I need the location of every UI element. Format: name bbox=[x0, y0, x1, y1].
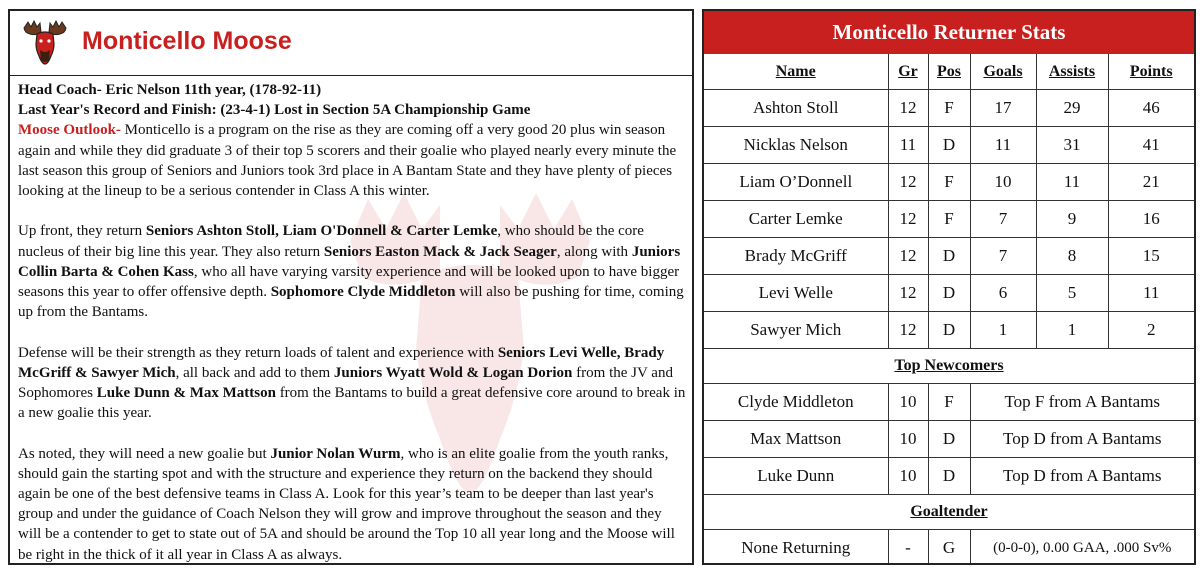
grade: 10 bbox=[888, 384, 928, 421]
position: D bbox=[928, 312, 970, 349]
highlighted-names: Seniors Levi Welle, Brady McGriff & Sawyer Mich bbox=[18, 344, 665, 381]
col-points: Points bbox=[1108, 54, 1194, 90]
col-goals: Goals bbox=[970, 54, 1036, 90]
player-name: Luke Dunn bbox=[704, 458, 888, 495]
assists: 9 bbox=[1036, 201, 1108, 238]
player-name: Brady McGriff bbox=[704, 238, 888, 275]
goals: 10 bbox=[970, 164, 1036, 201]
record-line: Last Year's Record and Finish: (23-4-1) Lost in Section 5A Championship Game bbox=[18, 102, 531, 119]
returner-row bbox=[704, 90, 1194, 127]
highlighted-names: Seniors Ashton Stoll, Liam O'Donnell & Carter Lemke bbox=[145, 223, 498, 240]
goalie-stats: (0-0-0), 0.00 GAA, .000 Sv% bbox=[970, 530, 1194, 566]
goaltender-row bbox=[704, 530, 1194, 566]
points: 16 bbox=[1108, 201, 1194, 238]
position: D bbox=[928, 275, 970, 312]
paragraph-text: , along with bbox=[556, 243, 632, 260]
grade: 12 bbox=[888, 312, 928, 349]
assists: 8 bbox=[1036, 238, 1108, 275]
highlighted-names: Luke Dunn & Max Mattson bbox=[96, 385, 276, 402]
newcomer-note: Top F from A Bantams bbox=[970, 384, 1194, 421]
position: D bbox=[928, 238, 970, 275]
position: F bbox=[928, 384, 970, 421]
newcomer-row bbox=[704, 458, 1194, 495]
paragraph-text: , who is an elite goalie from the youth ranks, should gain the starting spot and with the structure and experience they return on the backend they should again be one of the best defensive teams in Class A. Look for this year’s team to be deeper than last year's group and under the guidance of Coach Nelson they will grow and improve throughout the season and they will be a contender to get to state out of 5A and should be around the Top 10 all year long and the Moose will be right in the thick of it all year in Class A as always. bbox=[18, 445, 675, 563]
moose-logo-icon bbox=[20, 20, 70, 66]
position: D bbox=[928, 127, 970, 164]
stats-title: Monticello Returner Stats bbox=[704, 11, 1194, 54]
position: G bbox=[928, 530, 970, 566]
grade: - bbox=[888, 530, 928, 566]
position: D bbox=[928, 421, 970, 458]
outlook-text: Monticello is a program on the rise as they are coming off a very good 20 plus win season again and while they did graduate 3 of their top 5 scorers and their goalie who played nearly every minute the last season this group of Seniors and Juniors took 3rd place in A Bantam State and they have plenty of pieces looking at the lineup to be a serious contender in Class A this winter. bbox=[18, 122, 677, 200]
grade: 10 bbox=[888, 458, 928, 495]
grade: 11 bbox=[888, 127, 928, 164]
stats-table bbox=[704, 54, 1194, 565]
goalie-paragraph bbox=[18, 444, 686, 565]
assists: 5 bbox=[1036, 275, 1108, 312]
position: D bbox=[928, 458, 970, 495]
grade: 12 bbox=[888, 164, 928, 201]
preview-intro bbox=[18, 80, 686, 201]
paragraph-text: from the Bantams to build a great defensive core around to break in a new goalie this year. bbox=[18, 385, 686, 422]
coach-line: Head Coach- Eric Nelson 11th year, (178-92-11) bbox=[18, 82, 322, 98]
grade: 12 bbox=[888, 90, 928, 127]
newcomer-row bbox=[704, 384, 1194, 421]
forwards-paragraph bbox=[18, 221, 686, 322]
paragraph-text: , who all have varying varsity experience and will be looked upon to have bigger seasons this year to offer offensive depth. bbox=[18, 263, 680, 301]
team-preview-panel bbox=[8, 9, 694, 565]
paragraph-text: As noted, they will need a new goalie but bbox=[18, 445, 271, 462]
highlighted-names: Junior Nolan Wurm bbox=[270, 445, 401, 462]
col-assists: Assists bbox=[1036, 54, 1108, 90]
grade: 12 bbox=[888, 201, 928, 238]
paragraph-text: from the JV and Sophomores bbox=[18, 364, 673, 402]
preview-header bbox=[10, 11, 692, 76]
points: 2 bbox=[1108, 312, 1194, 349]
goals: 11 bbox=[970, 127, 1036, 164]
points: 46 bbox=[1108, 90, 1194, 127]
goals: 6 bbox=[970, 275, 1036, 312]
highlighted-names: Sophomore Clyde Middleton bbox=[270, 284, 456, 301]
grade: 10 bbox=[888, 421, 928, 458]
goals: 7 bbox=[970, 201, 1036, 238]
points: 21 bbox=[1108, 164, 1194, 201]
col-position: Pos bbox=[928, 54, 970, 90]
returner-row bbox=[704, 127, 1194, 164]
col-grade: Gr bbox=[888, 54, 928, 90]
assists: 31 bbox=[1036, 127, 1108, 164]
newcomers-section-label-row bbox=[704, 349, 1194, 384]
outlook-label: Moose Outlook- bbox=[18, 122, 121, 139]
returner-row bbox=[704, 238, 1194, 275]
paragraph-text: , who should be the core nucleus of their big line this year. They also return bbox=[18, 223, 644, 260]
assists: 1 bbox=[1036, 312, 1108, 349]
player-name: None Returning bbox=[704, 530, 888, 566]
returner-row bbox=[704, 312, 1194, 349]
paragraph-text: will also be pushing for time, coming up from the Bantams. bbox=[18, 284, 684, 321]
stats-header-row bbox=[704, 54, 1194, 90]
assists: 11 bbox=[1036, 164, 1108, 201]
team-name: Monticello Moose bbox=[82, 27, 292, 55]
points: 15 bbox=[1108, 238, 1194, 275]
defense-paragraph bbox=[18, 343, 686, 424]
newcomer-row bbox=[704, 421, 1194, 458]
col-name: Name bbox=[704, 54, 888, 90]
highlighted-names: Juniors Collin Barta & Cohen Kass bbox=[18, 243, 681, 280]
returner-stats-panel bbox=[702, 9, 1196, 565]
goaltender-section-label: Goaltender bbox=[704, 495, 1194, 530]
paragraph-text: Up front, they return bbox=[18, 223, 146, 240]
goals: 17 bbox=[970, 90, 1036, 127]
newcomer-note: Top D from A Bantams bbox=[970, 458, 1194, 495]
stats-body bbox=[704, 90, 1194, 566]
goals: 7 bbox=[970, 238, 1036, 275]
player-name: Nicklas Nelson bbox=[704, 127, 888, 164]
player-name: Ashton Stoll bbox=[704, 90, 888, 127]
player-name: Liam O’Donnell bbox=[704, 164, 888, 201]
goals: 1 bbox=[970, 312, 1036, 349]
highlighted-names: Juniors Wyatt Wold & Logan Dorion bbox=[333, 364, 573, 381]
preview-body bbox=[18, 80, 686, 585]
paragraph-text: , all back and add to them bbox=[175, 364, 334, 381]
grade: 12 bbox=[888, 275, 928, 312]
player-name: Max Mattson bbox=[704, 421, 888, 458]
newcomers-section-label: Top Newcomers bbox=[704, 349, 1194, 384]
player-name: Clyde Middleton bbox=[704, 384, 888, 421]
points: 11 bbox=[1108, 275, 1194, 312]
position: F bbox=[928, 90, 970, 127]
highlighted-names: Seniors Easton Mack & Jack Seager bbox=[323, 243, 557, 260]
paragraph-text: Defense will be their strength as they return loads of talent and experience with bbox=[18, 344, 498, 361]
newcomer-note: Top D from A Bantams bbox=[970, 421, 1194, 458]
position: F bbox=[928, 201, 970, 238]
player-name: Carter Lemke bbox=[704, 201, 888, 238]
returner-row bbox=[704, 275, 1194, 312]
grade: 12 bbox=[888, 238, 928, 275]
points: 41 bbox=[1108, 127, 1194, 164]
returner-row bbox=[704, 164, 1194, 201]
player-name: Levi Welle bbox=[704, 275, 888, 312]
position: F bbox=[928, 164, 970, 201]
returner-row bbox=[704, 201, 1194, 238]
player-name: Sawyer Mich bbox=[704, 312, 888, 349]
assists: 29 bbox=[1036, 90, 1108, 127]
goaltender-section-label-row bbox=[704, 495, 1194, 530]
